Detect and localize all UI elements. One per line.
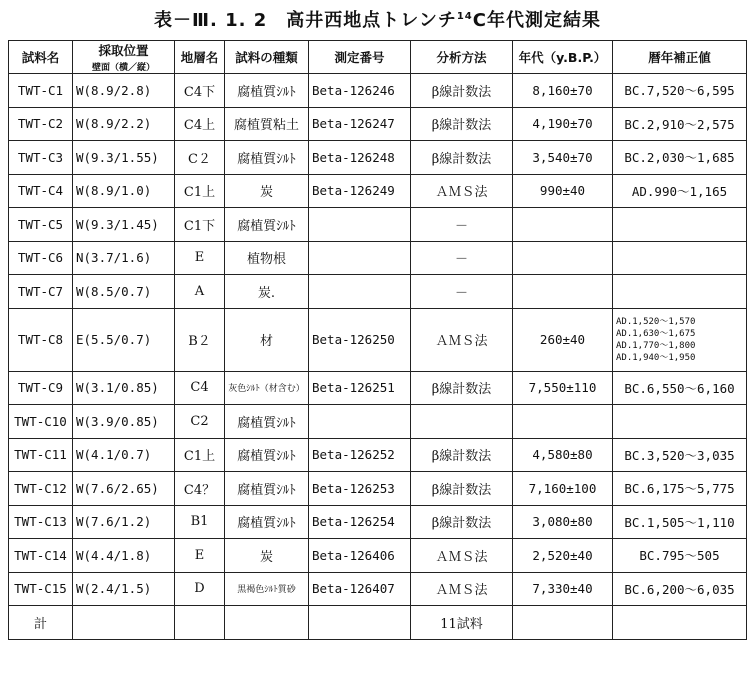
- sample-name-cell: TWT-C14: [9, 539, 73, 573]
- number-cell: Beta-126250: [309, 308, 411, 371]
- calibrated-cell: BC.7,520～6,595: [613, 74, 747, 108]
- total-count: 11試料: [411, 606, 513, 640]
- layer-cell: C2: [175, 405, 225, 439]
- number-cell: Beta-126253: [309, 472, 411, 506]
- type-cell: 炭: [225, 174, 309, 208]
- type-cell: 炭: [225, 539, 309, 573]
- total-label: 計: [9, 606, 73, 640]
- position-cell: W(3.9/0.85): [73, 405, 175, 439]
- layer-cell: C4上: [175, 107, 225, 141]
- empty-cell: [175, 606, 225, 640]
- calibrated-cell: BC.3,520～3,035: [613, 438, 747, 472]
- layer-cell: B1: [175, 505, 225, 539]
- layer-cell: C２: [175, 141, 225, 175]
- method-cell: β線計数法: [411, 141, 513, 175]
- type-cell: 腐植質ｼﾙﾄ: [225, 438, 309, 472]
- method-cell: ＡＭＳ法: [411, 308, 513, 371]
- layer-cell: C1下: [175, 208, 225, 242]
- header-position: 採取位置 壁面（横／縦）: [73, 41, 175, 74]
- calibrated-cell: BC.6,550～6,160: [613, 371, 747, 405]
- type-cell: 腐植質粘土: [225, 107, 309, 141]
- method-cell: β線計数法: [411, 74, 513, 108]
- calibrated-cell: [613, 405, 747, 439]
- position-cell: W(9.3/1.55): [73, 141, 175, 175]
- layer-cell: E: [175, 539, 225, 573]
- sample-name-cell: TWT-C9: [9, 371, 73, 405]
- position-cell: W(8.9/2.8): [73, 74, 175, 108]
- position-cell: N(3.7/1.6): [73, 241, 175, 275]
- table-row: [9, 572, 747, 606]
- table-row: [9, 405, 747, 439]
- layer-cell: C4？: [175, 472, 225, 506]
- table-row: [9, 208, 747, 242]
- position-cell: W(8.5/0.7): [73, 275, 175, 309]
- number-cell: Beta-126246: [309, 74, 411, 108]
- number-cell: [309, 275, 411, 309]
- table-row: [9, 275, 747, 309]
- table-row: [9, 141, 747, 175]
- table-title: 表－Ⅲ. 1. 2 高井西地点トレンチ$^{14}$C年代測定結果: [154, 10, 601, 31]
- sample-name-cell: TWT-C10: [9, 405, 73, 439]
- calibrated-range: AD.1,630～1,675: [616, 328, 696, 339]
- position-cell: W(7.6/1.2): [73, 505, 175, 539]
- method-cell: －: [411, 241, 513, 275]
- table-row: [9, 107, 747, 141]
- header-method: 分析方法: [411, 41, 513, 74]
- method-cell: β線計数法: [411, 505, 513, 539]
- type-cell: 腐植質ｼﾙﾄ: [225, 405, 309, 439]
- number-cell: Beta-126249: [309, 174, 411, 208]
- number-cell: Beta-126247: [309, 107, 411, 141]
- number-cell: Beta-126248: [309, 141, 411, 175]
- header-age: 年代（y.B.P.）: [513, 41, 613, 74]
- sample-name-cell: TWT-C7: [9, 275, 73, 309]
- empty-cell: [73, 606, 175, 640]
- calibrated-cell: [613, 241, 747, 275]
- type-cell: 腐植質ｼﾙﾄ: [225, 208, 309, 242]
- age-cell: 4,190±70: [513, 107, 613, 141]
- header-number: 測定番号: [309, 41, 411, 74]
- age-cell: 3,540±70: [513, 141, 613, 175]
- position-cell: W(3.1/0.85): [73, 371, 175, 405]
- calibrated-range: AD.1,940～1,950: [616, 352, 696, 363]
- method-cell: β線計数法: [411, 438, 513, 472]
- layer-cell: B２: [175, 308, 225, 371]
- header-sample-name: 試料名: [9, 41, 73, 74]
- type-cell: 灰色ｼﾙﾄ（材含む）: [225, 371, 309, 405]
- age-cell: [513, 208, 613, 242]
- type-cell: 炭.: [225, 275, 309, 309]
- layer-cell: C1上: [175, 174, 225, 208]
- calibrated-cell: AD.990～1,165: [613, 174, 747, 208]
- layer-cell: C4下: [175, 74, 225, 108]
- table-row: [9, 241, 747, 275]
- sample-name-cell: TWT-C4: [9, 174, 73, 208]
- sample-name-cell: TWT-C5: [9, 208, 73, 242]
- position-cell: W(2.4/1.5): [73, 572, 175, 606]
- position-cell: W(8.9/2.2): [73, 107, 175, 141]
- empty-cell: [309, 606, 411, 640]
- calibrated-cell: BC.1,505～1,110: [613, 505, 747, 539]
- total-row: [9, 606, 747, 640]
- method-cell: －: [411, 275, 513, 309]
- number-cell: [309, 241, 411, 275]
- layer-cell: C1上: [175, 438, 225, 472]
- header-type: 試料の種類: [225, 41, 309, 74]
- sample-name-cell: TWT-C8: [9, 308, 73, 371]
- type-cell: 腐植質ｼﾙﾄ: [225, 472, 309, 506]
- sample-name-cell: TWT-C3: [9, 141, 73, 175]
- header-calibrated: 暦年補正値: [613, 41, 747, 74]
- method-cell: ＡＭＳ法: [411, 539, 513, 573]
- table-row: [9, 174, 747, 208]
- age-cell: 990±40: [513, 174, 613, 208]
- method-cell: [411, 405, 513, 439]
- empty-cell: [613, 606, 747, 640]
- sample-name-cell: TWT-C6: [9, 241, 73, 275]
- position-cell: W(4.4/1.8): [73, 539, 175, 573]
- table-row: [9, 539, 747, 573]
- sample-name-cell: TWT-C12: [9, 472, 73, 506]
- type-cell: 腐植質ｼﾙﾄ: [225, 141, 309, 175]
- number-cell: [309, 208, 411, 242]
- calibrated-range: AD.1,520～1,570: [616, 316, 696, 327]
- number-cell: Beta-126406: [309, 539, 411, 573]
- sample-name-cell: TWT-C2: [9, 107, 73, 141]
- calibrated-cell: BC.6,200～6,035: [613, 572, 747, 606]
- age-cell: 2,520±40: [513, 539, 613, 573]
- results-table: [8, 40, 747, 640]
- number-cell: Beta-126251: [309, 371, 411, 405]
- calibrated-cell: [613, 208, 747, 242]
- header-layer: 地層名: [175, 41, 225, 74]
- type-cell: 材: [225, 308, 309, 371]
- number-cell: Beta-126254: [309, 505, 411, 539]
- position-cell: W(4.1/0.7): [73, 438, 175, 472]
- method-cell: β線計数法: [411, 107, 513, 141]
- table-row: [9, 438, 747, 472]
- position-cell: W(9.3/1.45): [73, 208, 175, 242]
- age-cell: 260±40: [513, 308, 613, 371]
- sample-name-cell: TWT-C15: [9, 572, 73, 606]
- calibrated-cell: [613, 308, 747, 371]
- table-row: [9, 505, 747, 539]
- age-cell: 7,330±40: [513, 572, 613, 606]
- method-cell: ＡＭＳ法: [411, 572, 513, 606]
- type-cell: 植物根: [225, 241, 309, 275]
- method-cell: －: [411, 208, 513, 242]
- position-cell: E(5.5/0.7): [73, 308, 175, 371]
- age-cell: 4,580±80: [513, 438, 613, 472]
- method-cell: β線計数法: [411, 371, 513, 405]
- sample-name-cell: TWT-C13: [9, 505, 73, 539]
- sample-name-cell: TWT-C1: [9, 74, 73, 108]
- calibrated-cell: BC.2,910～2,575: [613, 107, 747, 141]
- calibrated-cell: [613, 275, 747, 309]
- position-cell: W(8.9/1.0): [73, 174, 175, 208]
- empty-cell: [513, 606, 613, 640]
- number-cell: Beta-126407: [309, 572, 411, 606]
- method-cell: β線計数法: [411, 472, 513, 506]
- empty-cell: [225, 606, 309, 640]
- number-cell: [309, 405, 411, 439]
- table-row: [9, 472, 747, 506]
- layer-cell: C4: [175, 371, 225, 405]
- method-cell: ＡＭＳ法: [411, 174, 513, 208]
- number-cell: Beta-126252: [309, 438, 411, 472]
- age-cell: 8,160±70: [513, 74, 613, 108]
- layer-cell: A: [175, 275, 225, 309]
- calibrated-cell: BC.2,030～1,685: [613, 141, 747, 175]
- table-row: [9, 74, 747, 108]
- age-cell: [513, 405, 613, 439]
- calibrated-range: AD.1,770～1,800: [616, 340, 696, 351]
- position-cell: W(7.6/2.65): [73, 472, 175, 506]
- age-cell: 7,550±110: [513, 371, 613, 405]
- age-cell: 7,160±100: [513, 472, 613, 506]
- age-cell: [513, 241, 613, 275]
- type-cell: 黒褐色ｼﾙﾄ質砂: [225, 572, 309, 606]
- sample-name-cell: TWT-C11: [9, 438, 73, 472]
- age-cell: 3,080±80: [513, 505, 613, 539]
- calibrated-cell: BC.6,175～5,775: [613, 472, 747, 506]
- type-cell: 腐植質ｼﾙﾄ: [225, 505, 309, 539]
- layer-cell: D: [175, 572, 225, 606]
- header-row: [9, 41, 747, 74]
- table-row: [9, 308, 747, 371]
- type-cell: 腐植質ｼﾙﾄ: [225, 74, 309, 108]
- table-row: [9, 371, 747, 405]
- layer-cell: E: [175, 241, 225, 275]
- age-cell: [513, 275, 613, 309]
- calibrated-cell: BC.795～505: [613, 539, 747, 573]
